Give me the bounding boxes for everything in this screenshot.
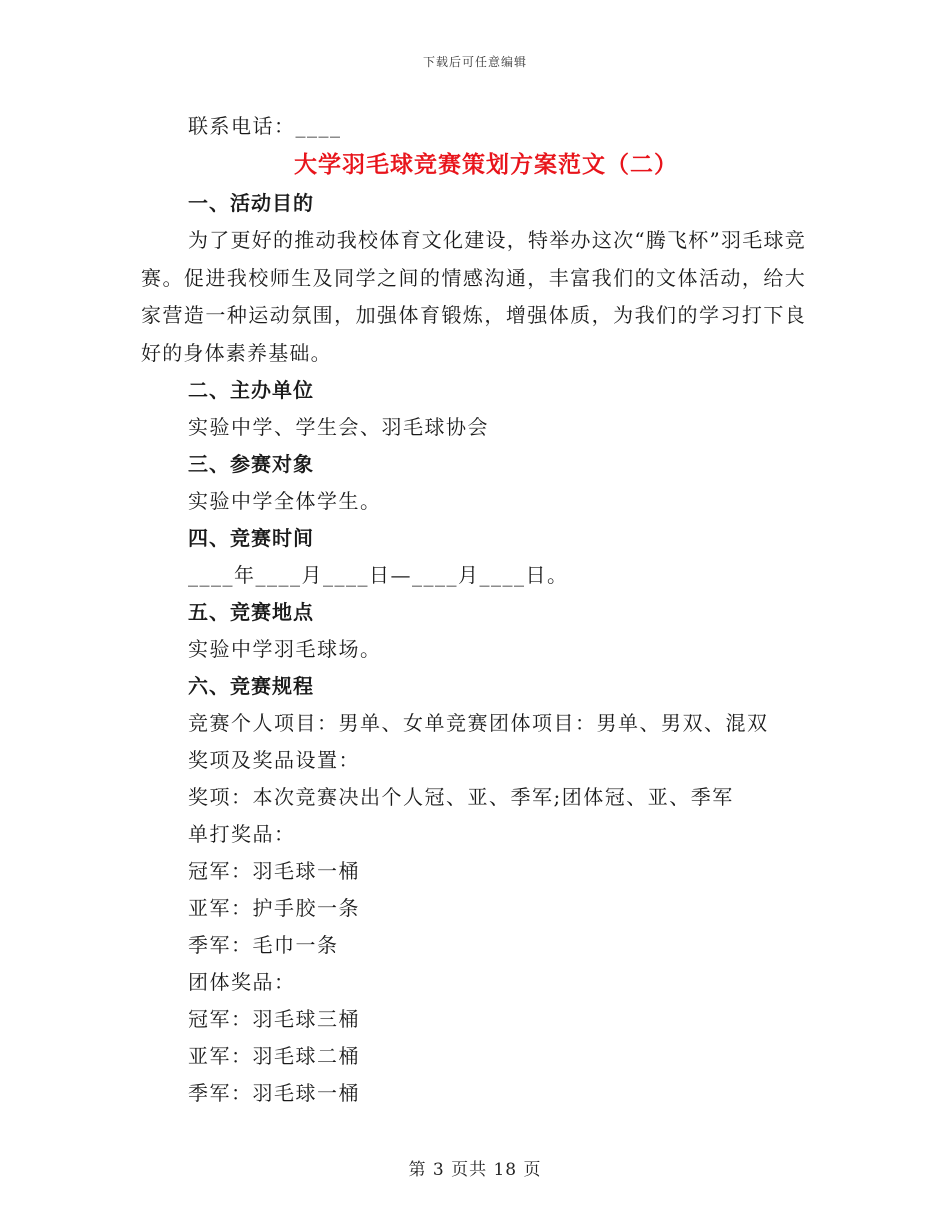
header-note: 下载后可任意编辑 [422,55,527,69]
section-heading-goal: 一、活动目的 [188,191,314,215]
contact-line: 联系电话：____ [188,114,342,138]
document-title: 大学羽毛球竞赛策划方案范文（二） [294,151,678,178]
page-footer: 第 3 页共 18 页 [408,1160,542,1180]
section-heading-organizer: 二、主办单位 [188,378,314,402]
organizer-text: 实验中学、学生会、羽毛球协会 [188,415,489,439]
rules-line: 季军：毛巾一条 [188,933,339,957]
rules-line: 冠军：羽毛球一桶 [188,859,360,883]
goal-paragraph: 为了更好的推动我校体育文化建设，特举办这次“腾飞杯”羽毛球竞赛。促进我校师生及同学之间的情感沟通，丰富我们的文体活动，给大家营造一种运动氛围，加强体育锻炼，增强体质，为我们的学习打下良好的身体素养基础。 [141,228,806,365]
rules-line: 奖项及奖品设置： [188,748,360,772]
document-body [141,108,811,1112]
rules-line: 季军：羽毛球一桶 [188,1081,360,1105]
rules-line: 亚军：羽毛球二桶 [188,1044,360,1068]
rules-line: 团体奖品： [188,970,296,994]
rules-line: 单打奖品： [188,822,296,846]
rules-line: 冠军：羽毛球三桶 [188,1007,360,1031]
section-heading-rules: 六、竞赛规程 [188,674,314,698]
participants-text: 实验中学全体学生。 [188,489,382,513]
venue-text: 实验中学羽毛球场。 [188,637,382,661]
time-text: ____年____月____日—____月____日。 [188,563,569,587]
section-heading-participants: 三、参赛对象 [188,452,314,476]
rules-line: 竞赛个人项目：男单、女单竞赛团体项目：男单、男双、混双 [188,711,769,735]
rules-line: 亚军：护手胶一条 [188,896,360,920]
section-heading-time: 四、竞赛时间 [188,526,314,550]
rules-line: 奖项：本次竞赛决出个人冠、亚、季军;团体冠、亚、季军 [188,785,734,809]
section-heading-venue: 五、竞赛地点 [188,600,314,624]
